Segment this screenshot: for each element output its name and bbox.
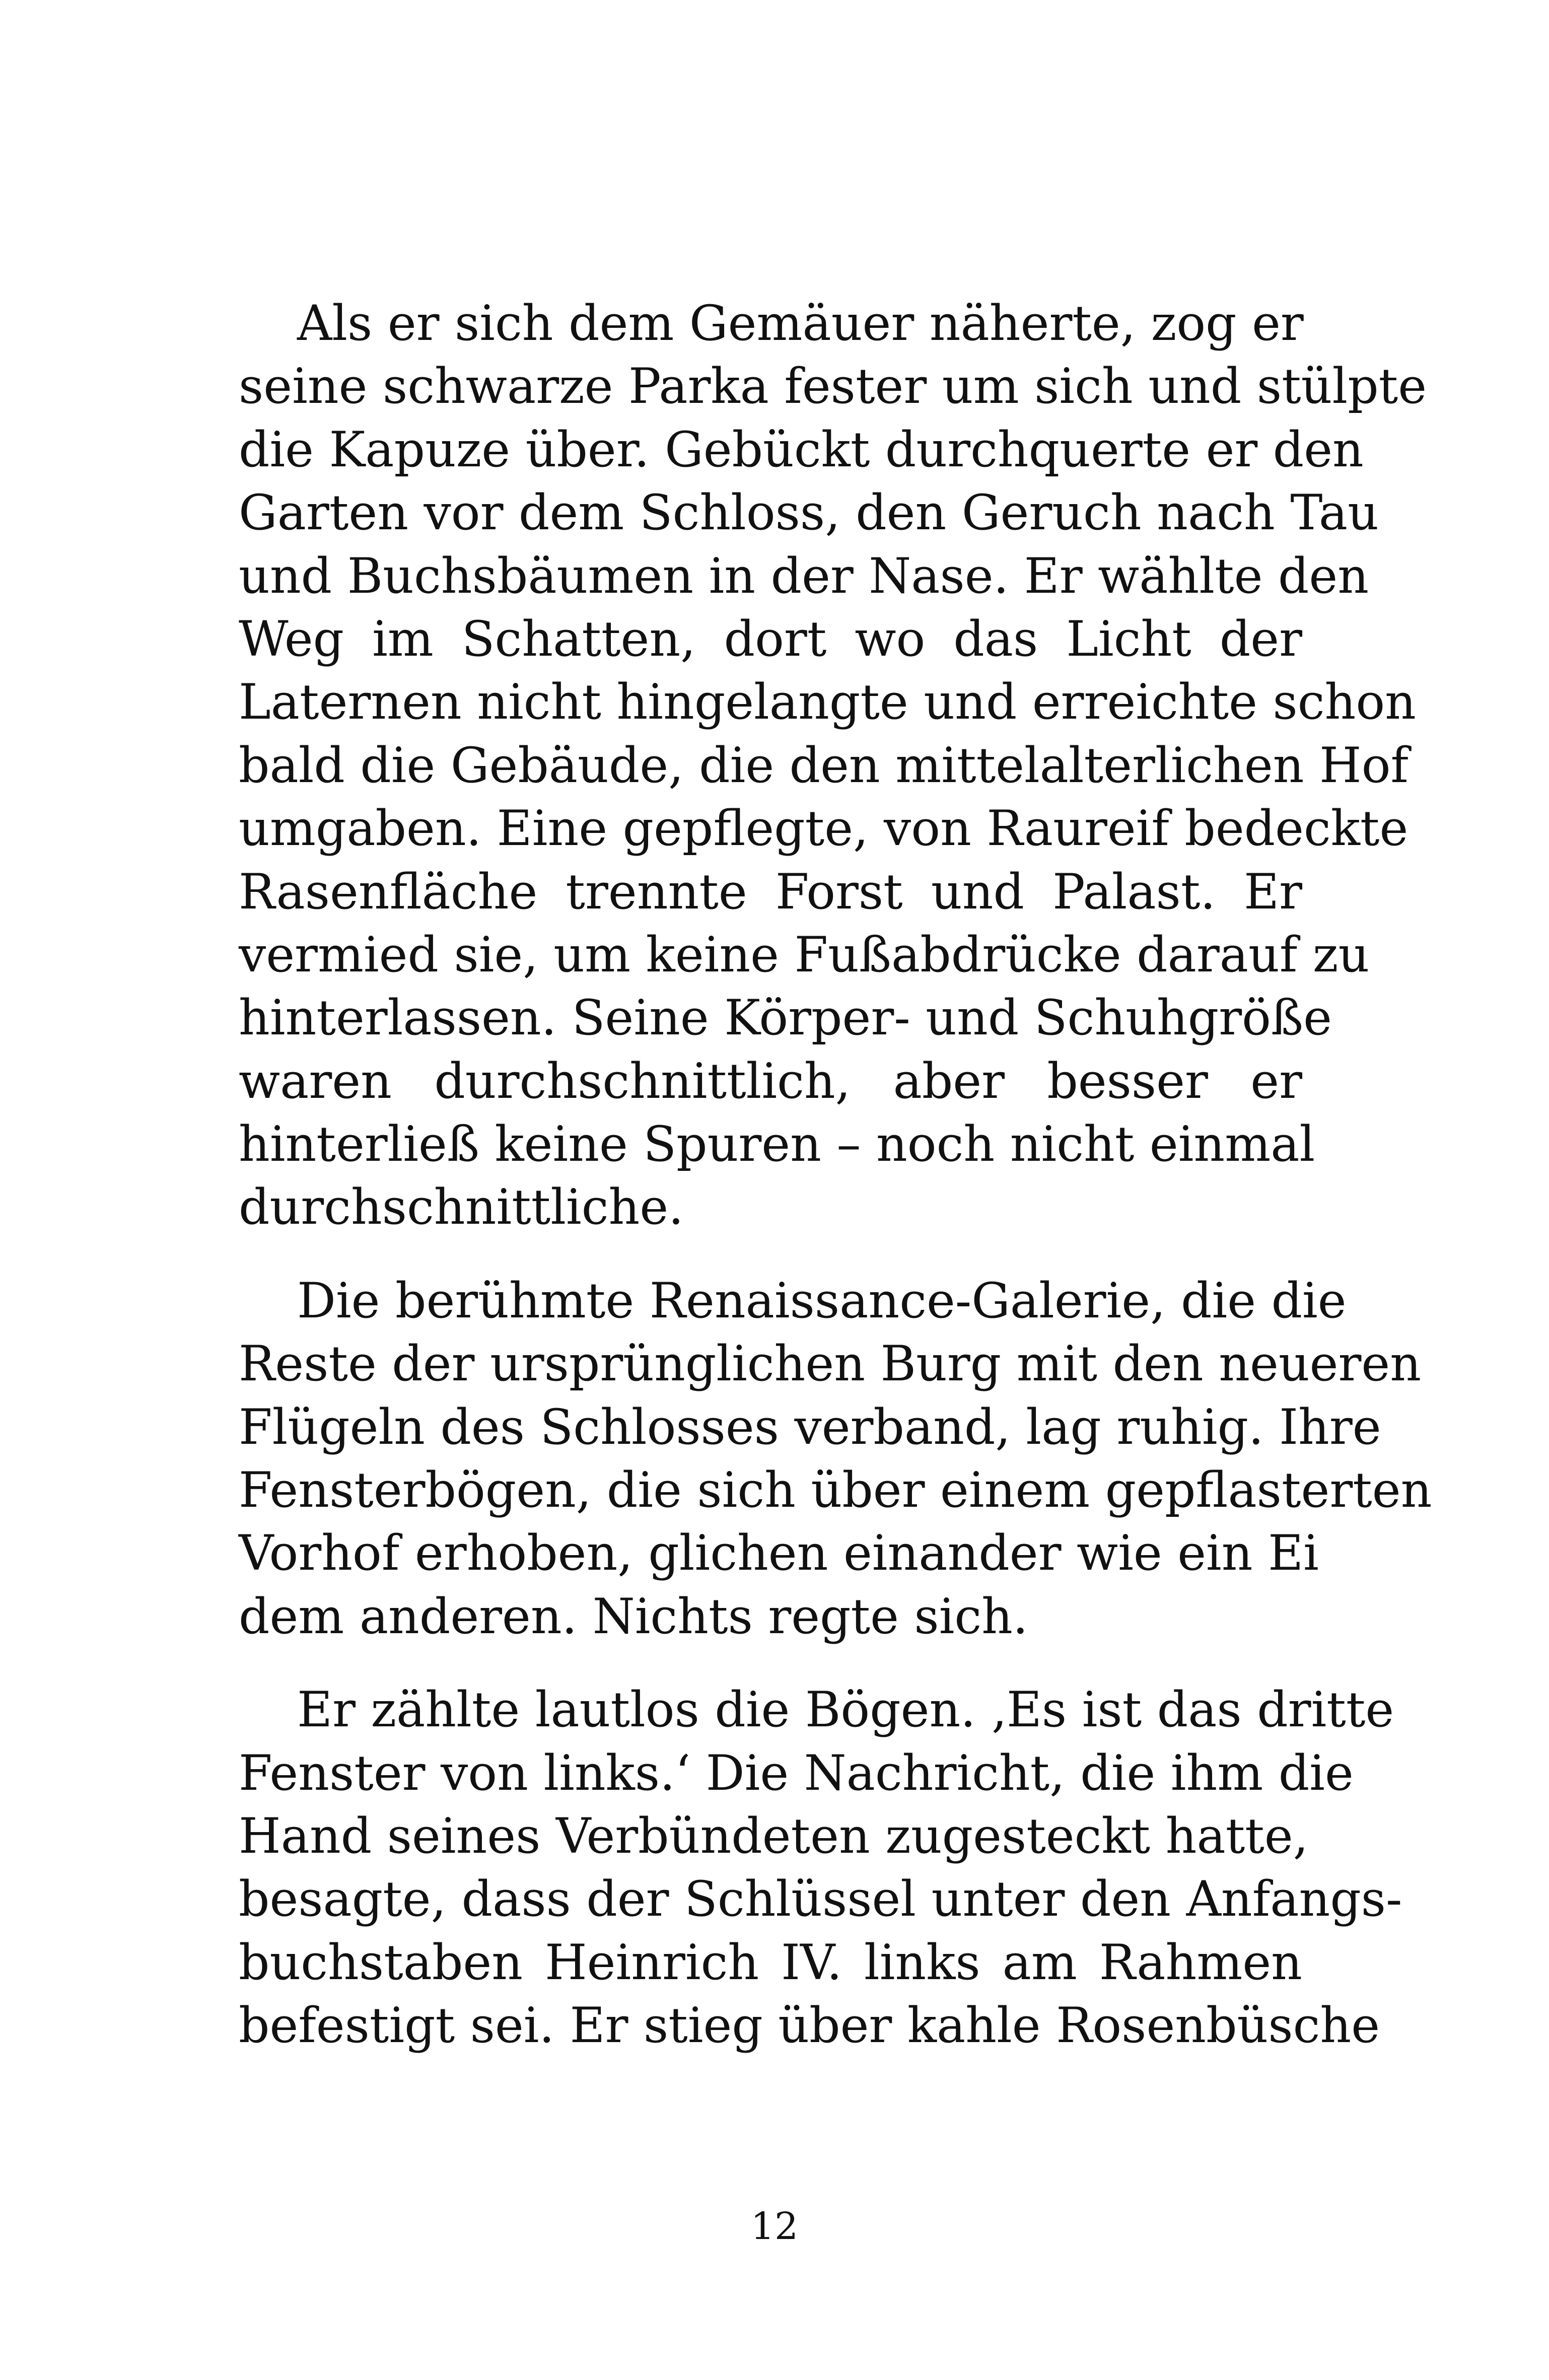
paragraph-spacing: [239, 1648, 1302, 1678]
paragraph-1: [239, 292, 1427, 1239]
text-line: durchschnittliche.: [239, 1179, 684, 1236]
text-line: hinterlassen. Seine Körper- und Schuhgröße: [239, 990, 1332, 1046]
text-line: befestigt sei. Er stieg über kahle Rosenbüsche: [239, 1997, 1380, 2054]
paragraph-spacing: [239, 1239, 1302, 1270]
text-line: Fenster von links.‘ Die Nachricht, die ihm die: [239, 1744, 1354, 1801]
text-line: und Buchsbäumen in der Nase. Er wählte den: [239, 547, 1369, 604]
paragraph-2: [239, 1270, 1432, 1648]
body-text: [239, 292, 1432, 2058]
text-line: umgaben. Eine gepflegte, von Raureif bedeckte: [239, 800, 1409, 857]
text-line: besagte, dass der Schlüssel unter den Anfangs-: [239, 1871, 1402, 1928]
text-line: Hand seines Verbündeten zugesteckt hatte,: [239, 1807, 1309, 1864]
text-line: Er zählte lautlos die Bögen. ‚Es ist das dritte: [297, 1682, 1394, 1738]
paragraph-3: [239, 1678, 1402, 2057]
text-line: die Kapuze über. Gebückt durchquerte er den: [239, 421, 1364, 478]
text-line: seine schwarze Parka fester um sich und stülpte: [239, 358, 1427, 415]
text-line: Flügeln des Schlosses verband, lag ruhig. Ihre: [239, 1398, 1381, 1455]
text-line: Als er sich dem Gemäuer näherte, zog er: [297, 295, 1304, 352]
text-line: Garten vor dem Schloss, den Geruch nach Tau: [239, 484, 1379, 541]
text-line: bald die Gebäude, die den mittelalterlichen Hof: [239, 737, 1409, 794]
text-line: vermied sie, um keine Fußabdrücke darauf zu: [239, 926, 1370, 983]
text-line: waren durchschnittlich, aber besser er: [239, 1053, 1302, 1109]
page-number: 12: [750, 2205, 799, 2248]
text-line: hinterließ keine Spuren – noch nicht einmal: [239, 1116, 1315, 1173]
text-line: Reste der ursprünglichen Burg mit den neueren: [239, 1336, 1422, 1392]
text-line: Laternen nicht hingelangte und erreichte schon: [239, 674, 1416, 731]
text-line: Die berühmte Renaissance-Galerie, die die: [297, 1272, 1347, 1329]
text-line: Fensterbögen, die sich über einem gepflasterten: [239, 1462, 1432, 1519]
text-line: Weg im Schatten, dort wo das Licht der: [239, 610, 1302, 667]
text-line: buchstaben Heinrich IV. links am Rahmen: [239, 1934, 1302, 1991]
text-line: Vorhof erhoben, glichen einander wie ein Ei: [239, 1525, 1319, 1582]
text-line: Rasenfläche trennte Forst und Palast. Er: [239, 863, 1302, 920]
text-line: dem anderen. Nichts regte sich.: [239, 1588, 1028, 1645]
